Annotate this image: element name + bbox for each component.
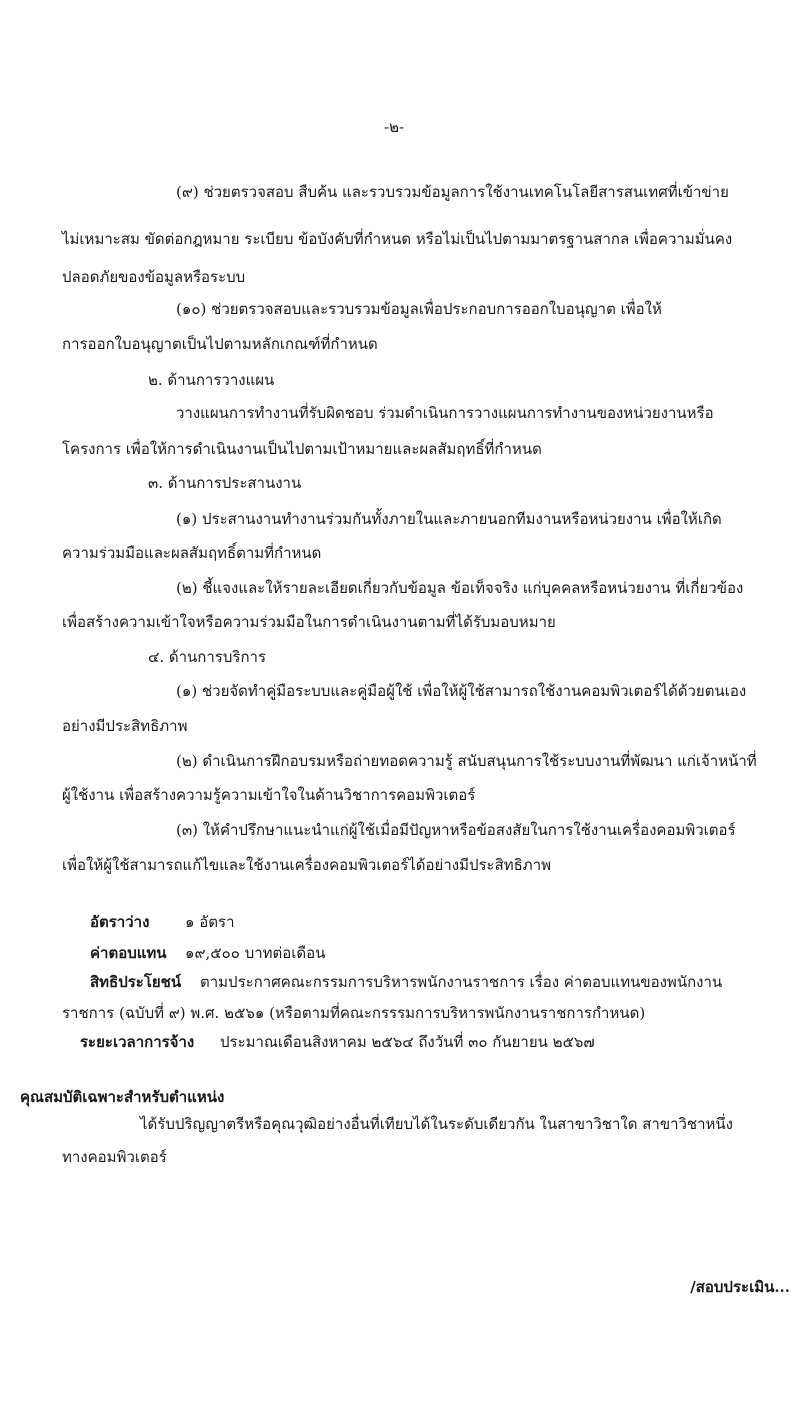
- section-4-item-2-line-1: (๒) ดำเนินการฝึกอบรมหรือถ่ายทอดความรู้ สนับสนุนการใช้ระบบงานที่พัฒนา แก่เจ้าหน้าที่: [176, 752, 757, 770]
- section-4-heading: ๔. ด้านการบริการ: [148, 648, 267, 666]
- benefits-value: ตามประกาศคณะกรรมการบริหารพนักงานราชการ เรื่อง ค่าตอบแทนของพนักงาน: [200, 973, 723, 991]
- continuation-note: /สอบประเมิน...: [690, 1278, 790, 1296]
- pay-value: ๑๙,๕๐๐ บาทต่อเดือน: [185, 944, 326, 962]
- employment-period-label: ระยะเวลาการจ้าง: [80, 1033, 195, 1051]
- qualifications-line-1: ได้รับปริญญาตรีหรือคุณวุฒิอย่างอื่นที่เทียบได้ในระดับเดียวกัน ในสาขาวิชาใด สาขาวิชาหนึ่ง: [140, 1115, 733, 1133]
- benefits-continued: ราชการ (ฉบับที่ ๙) พ.ศ. ๒๕๖๑ (หรือตามที่คณะกรรรมการบริหารพนักงานราชการกำหนด): [62, 1004, 646, 1022]
- para-10-line-1: (๑๐) ช่วยตรวจสอบและรวบรวมข้อมูลเพื่อประกอบการออกใบอนุญาต เพื่อให้: [176, 300, 662, 318]
- employment-period-value: ประมาณเดือนสิงหาคม ๒๕๖๔ ถึงวันที่ ๓๐ กันยายน ๒๕๖๗: [220, 1033, 595, 1051]
- section-4-item-1-line-2: อย่างมีประสิทธิภาพ: [62, 717, 188, 735]
- qualifications-line-2: ทางคอมพิวเตอร์: [62, 1148, 167, 1166]
- para-10-line-2: การออกใบอนุญาตเป็นไปตามหลักเกณฑ์ที่กำหนด: [62, 335, 378, 353]
- section-2-line-2: โครงการ เพื่อให้การดำเนินงานเป็นไปตามเป้าหมายและผลสัมฤทธิ์ที่กำหนด: [62, 440, 542, 458]
- section-3-item-1-line-2: ความร่วมมือและผลสัมฤทธิ์ตามที่กำหนด: [62, 544, 322, 562]
- section-3-heading: ๓. ด้านการประสานงาน: [148, 474, 302, 492]
- section-4-item-3-line-2: เพื่อให้ผู้ใช้สามารถแก้ไขและใช้งานเครื่องคอมพิวเตอร์ได้อย่างมีประสิทธิภาพ: [62, 856, 552, 874]
- section-3-item-2-line-1: (๒) ชี้แจงและให้รายละเอียดเกี่ยวกับข้อมูล ข้อเท็จจริง แก่บุคคลหรือหน่วยงาน ที่เกี่ยวข้อง: [176, 579, 744, 597]
- page-number: -๒-: [384, 118, 405, 136]
- para-9-line-2: ไม่เหมาะสม ขัดต่อกฎหมาย ระเบียบ ข้อบังคับที่กำหนด หรือไม่เป็นไปตามมาตรฐานสากล เพื่อความมั่นคง: [62, 230, 733, 248]
- vacancy-label: อัตราว่าง: [90, 913, 150, 931]
- section-2-heading: ๒. ด้านการวางแผน: [148, 371, 275, 389]
- section-4-item-2-line-2: ผู้ใช้งาน เพื่อสร้างความรู้ความเข้าใจในด้านวิชาการคอมพิวเตอร์: [62, 786, 476, 804]
- section-3-item-2-line-2: เพื่อสร้างความเข้าใจหรือความร่วมมือในการดำเนินงานตามที่ได้รับมอบหมาย: [62, 613, 556, 631]
- section-4-item-3-line-1: (๓) ให้คำปรึกษาแนะนำแก่ผู้ใช้เมื่อมีปัญหาหรือข้อสงสัยในการใช้งานเครื่องคอมพิวเตอร์: [176, 821, 736, 839]
- pay-label: ค่าตอบแทน: [90, 944, 167, 962]
- section-4-item-1-line-1: (๑) ช่วยจัดทำคู่มือระบบและคู่มือผู้ใช้ เพื่อให้ผู้ใช้สามารถใช้งานคอมพิวเตอร์ได้ด้วยตนเอง: [176, 682, 747, 700]
- qualifications-heading: คุณสมบัติเฉพาะสำหรับตำแหน่ง: [20, 1088, 225, 1106]
- section-2-line-1: วางแผนการทำงานที่รับผิดชอบ ร่วมดำเนินการวางแผนการทำงานของหน่วยงานหรือ: [176, 404, 714, 422]
- para-9-line-3: ปลอดภัยของข้อมูลหรือระบบ: [62, 268, 246, 286]
- benefits-label: สิทธิประโยชน์: [90, 973, 182, 991]
- vacancy-value: ๑ อัตรา: [185, 913, 235, 931]
- section-3-item-1-line-1: (๑) ประสานงานทำงานร่วมกันทั้งภายในและภายนอกทีมงานหรือหน่วยงาน เพื่อให้เกิด: [176, 510, 722, 528]
- para-9-line-1: (๙) ช่วยตรวจสอบ สืบค้น และรวบรวมข้อมูลการใช้งานเทคโนโลยีสารสนเทศที่เข้าข่าย: [176, 183, 729, 201]
